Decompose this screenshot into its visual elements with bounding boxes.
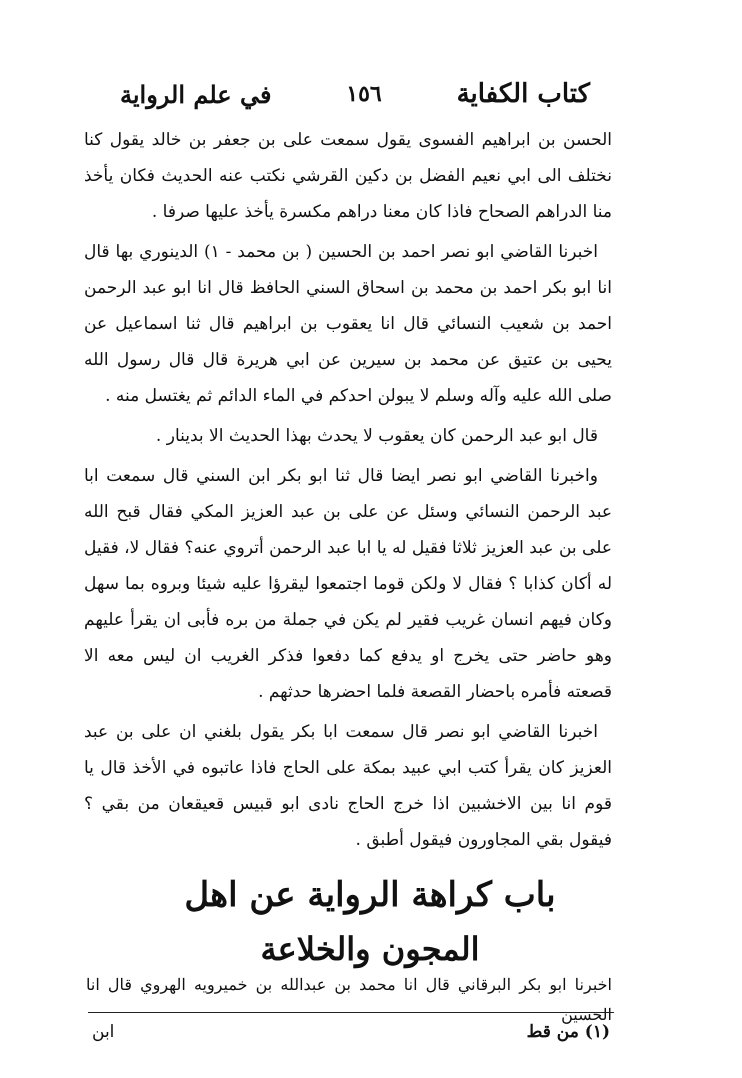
book-subtitle: في علم الرواية	[120, 79, 272, 109]
paragraph-2: اخبرنا القاضي ابو نصر احمد بن الحسين ( بن محمد - ١) الدينوري بها قال انا ابو بكر احمد بن محمد بن اسحاق السني الحافظ قال انا ابو عبد الرحمن احمد بن شعيب النسائي قال انا يعقوب بن ابراهيم قال ثنا اسماعيل عن يحيى بن عتيق عن محمد بن سيرين عن ابي هريرة قال قال رسول الله صلى الله عليه وآله وسلم لا يبولن احدكم في الماء الدائم ثم يغتسل منه .	[84, 242, 612, 406]
book-title: كتاب الكفاية	[456, 79, 590, 109]
chapter-first-line: اخبرنا ابو بكر البرقاني قال انا محمد بن عبدالله بن خميرويه الهروي قال انا الحسين	[86, 975, 612, 1024]
paragraph-1: الحسن بن ابراهيم الفسوى يقول سمعت على بن جعفر بن خالد يقول كنا نختلف الى ابي نعيم الفضل بن دكين القرشي نكتب عنه الحديث فكان يأخذ منا الدراهم الصحاح فاذا كان معنا دراهم مكسرة يأخذ عليها صرفا .	[84, 130, 612, 222]
chapter-heading	[150, 868, 590, 976]
paragraph-4: واخبرنا القاضي ابو نصر ايضا قال ثنا ابو بكر ابن السني قال سمعت ابا عبد الرحمن النسائي وسئل عن على بن عبد العزيز المكي فقال قبح الله على بن عبد العزيز ثلاثا فقيل له يا ابا عبد الرحمن أتروي عنه؟ فقال لا، فقيل له أكان كذابا ؟ فقال لا ولكن قوما اجتمعوا ليقرؤا عليه شيئا وبروه بما سهل وكان فيهم انسان غريب فقير لم يكن في جملة من بره فأبى ان يقرأ عليهم وهو حاضر حتى يخرج او يدفع كما دفعوا فذكر الغريب ان ليس معه الا قصعته فأمره باحضار القصعة فلما احضرها حدثهم .	[84, 466, 612, 702]
page-number: ١٥٦	[346, 81, 382, 107]
paragraph-3: قال ابو عبد الرحمن كان يعقوب لا يحدث بهذا الحديث الا بدينار .	[155, 426, 598, 446]
footnote: (١) من قط	[526, 1022, 610, 1042]
footnote-divider	[88, 1012, 614, 1013]
paragraph-5: اخبرنا القاضي ابو نصر قال سمعت ابا بكر يقول بلغني ان على بن عبد العزيز كان يقرأ كتب ابي عبيد بمكة على الحاج فاذا عاتبوه في الأخذ قال يا قوم انا بين الاخشبين اذا خرج الحاج نادى ابو قبيس قعيقعان من بقي ؟ فيقول بقي المجاورون فيقول أطبق .	[84, 722, 612, 850]
catchword: ابن	[92, 1022, 115, 1042]
running-head	[120, 72, 590, 116]
chapter-heading-line-2: المجون والخلاعة	[260, 930, 480, 968]
main-text	[84, 122, 612, 862]
chapter-heading-line-1: باب كراهة الرواية عن اهل	[184, 875, 556, 915]
